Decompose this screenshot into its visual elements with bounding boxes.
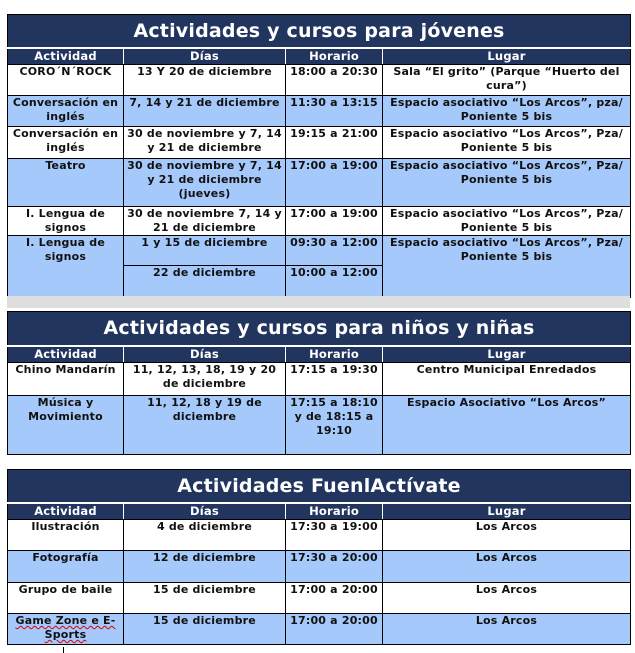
table-row	[8, 583, 631, 614]
table-row	[8, 363, 631, 396]
section-title: Actividades FuenlActívate	[8, 470, 631, 504]
schedule-cell: 17:00 a 20:00	[286, 614, 383, 645]
activity-cell	[8, 583, 124, 614]
days-cell: 30 de noviembre y 7, 14 y 21 de diciembre (jueves)	[124, 159, 286, 207]
text-cursor	[63, 647, 64, 653]
column-header-dias: Días	[124, 346, 286, 363]
column-header-actividad: Actividad	[8, 48, 124, 65]
column-header-actividad: Actividad	[8, 503, 124, 520]
table-row	[8, 96, 631, 127]
days-cell: 1 y 15 de diciembre	[124, 236, 286, 266]
activity-name: Grupo de baile	[18, 583, 113, 596]
activity-cell	[8, 363, 124, 396]
schedule-cell: 17:15 a 19:30	[286, 363, 383, 396]
section-fuenlactivate	[7, 469, 630, 645]
activity-cell	[8, 520, 124, 551]
table-row	[8, 65, 631, 96]
schedule-cell: 17:15 a 18:10 y de 18:15 a 19:10	[286, 396, 383, 455]
table-row	[8, 520, 631, 551]
activity-name: Conversación en inglés	[12, 127, 119, 154]
schedule-cell: 17:00 a 20:00	[286, 583, 383, 614]
place-cell: Espacio asociativo “Los Arcos”, pza/ Poniente 5 bis	[383, 96, 631, 127]
activities-table	[7, 311, 631, 455]
schedule-cell: 19:15 a 21:00	[286, 127, 383, 159]
place-cell: Los Arcos	[383, 614, 631, 645]
activity-name: CORO´N´ROCK	[19, 65, 112, 78]
place-cell: Sala “El grito” (Parque “Huerto del cura”)	[383, 65, 631, 96]
header-row	[8, 346, 631, 363]
activity-cell	[8, 396, 124, 455]
activity-name: I. Lengua de signos	[25, 207, 106, 234]
place-cell: Los Arcos	[383, 520, 631, 551]
activity-name: Ilustración	[31, 520, 100, 533]
schedule-cell: 10:00 a 12:00	[286, 266, 383, 298]
activity-name: Chino Mandarín	[15, 363, 116, 376]
column-header-horario: Horario	[286, 503, 383, 520]
column-header-lugar: Lugar	[383, 346, 631, 363]
section-ninos	[7, 311, 630, 455]
schedule-cell: 17:00 a 19:00	[286, 159, 383, 207]
activity-name: Game Zone e E-Sports	[15, 614, 116, 641]
days-cell: 7, 14 y 21 de diciembre	[124, 96, 286, 127]
activities-table	[7, 469, 631, 645]
schedule-cell: 09:30 a 12:00	[286, 236, 383, 266]
days-cell: 15 de diciembre	[124, 583, 286, 614]
table-row	[8, 159, 631, 207]
activity-cell	[8, 65, 124, 96]
place-cell: Centro Municipal Enredados	[383, 363, 631, 396]
place-cell: Espacio asociativo “Los Arcos”, Pza/ Poniente 5 bis	[383, 207, 631, 236]
activity-name: Fotografía	[32, 551, 99, 564]
column-header-dias: Días	[124, 48, 286, 65]
activity-cell	[8, 96, 124, 127]
place-cell: Los Arcos	[383, 583, 631, 614]
column-header-dias: Días	[124, 503, 286, 520]
activity-cell	[8, 127, 124, 159]
section-title: Actividades y cursos para jóvenes	[8, 15, 631, 49]
activity-cell	[8, 614, 124, 645]
schedule-cell: 18:00 a 20:30	[286, 65, 383, 96]
days-cell: 11, 12, 18 y 19 de diciembre	[124, 396, 286, 455]
schedule-cell: 11:30 a 13:15	[286, 96, 383, 127]
schedule-cell: 17:30 a 19:00	[286, 520, 383, 551]
table-row	[8, 207, 631, 236]
days-cell: 12 de diciembre	[124, 551, 286, 583]
section-jovenes	[7, 14, 630, 298]
place-cell: Los Arcos	[383, 551, 631, 583]
activity-cell: I. Lengua de signos	[8, 236, 124, 298]
days-cell: 4 de diciembre	[124, 520, 286, 551]
activity-name: Música y Movimiento	[28, 396, 103, 423]
activities-table	[7, 14, 631, 298]
column-header-actividad: Actividad	[8, 346, 124, 363]
days-cell: 30 de noviembre 7, 14 y 21 de diciembre	[124, 207, 286, 236]
days-cell: 22 de diciembre	[124, 266, 286, 298]
table-row	[8, 396, 631, 455]
table-row	[8, 551, 631, 583]
header-row	[8, 503, 631, 520]
activity-name: Conversación en inglés	[12, 96, 119, 123]
header-row	[8, 48, 631, 65]
place-cell: Espacio asociativo “Los Arcos”, Pza/ Poniente 5 bis	[383, 127, 631, 159]
table-row	[8, 614, 631, 645]
table-row	[8, 127, 631, 159]
table-row	[8, 236, 631, 266]
activity-cell	[8, 207, 124, 236]
activity-name: Teatro	[45, 159, 86, 172]
place-cell: Espacio asociativo “Los Arcos”, Pza/ Poniente 5 bis	[383, 159, 631, 207]
separator-band	[7, 296, 630, 308]
column-header-horario: Horario	[286, 346, 383, 363]
place-cell: Espacio asociativo “Los Arcos”, Pza/ Poniente 5 bis	[383, 236, 631, 298]
column-header-horario: Horario	[286, 48, 383, 65]
section-title: Actividades y cursos para niños y niñas	[8, 312, 631, 347]
days-cell: 13 Y 20 de diciembre	[124, 65, 286, 96]
activity-cell	[8, 159, 124, 207]
column-header-lugar: Lugar	[383, 503, 631, 520]
column-header-lugar: Lugar	[383, 48, 631, 65]
days-cell: 11, 12, 13, 18, 19 y 20 de diciembre	[124, 363, 286, 396]
days-cell: 30 de noviembre y 7, 14 y 21 de diciembre	[124, 127, 286, 159]
schedule-cell: 17:00 a 19:00	[286, 207, 383, 236]
activity-cell	[8, 551, 124, 583]
days-cell: 15 de diciembre	[124, 614, 286, 645]
place-cell: Espacio Asociativo “Los Arcos”	[383, 396, 631, 455]
schedule-cell: 17:30 a 20:00	[286, 551, 383, 583]
